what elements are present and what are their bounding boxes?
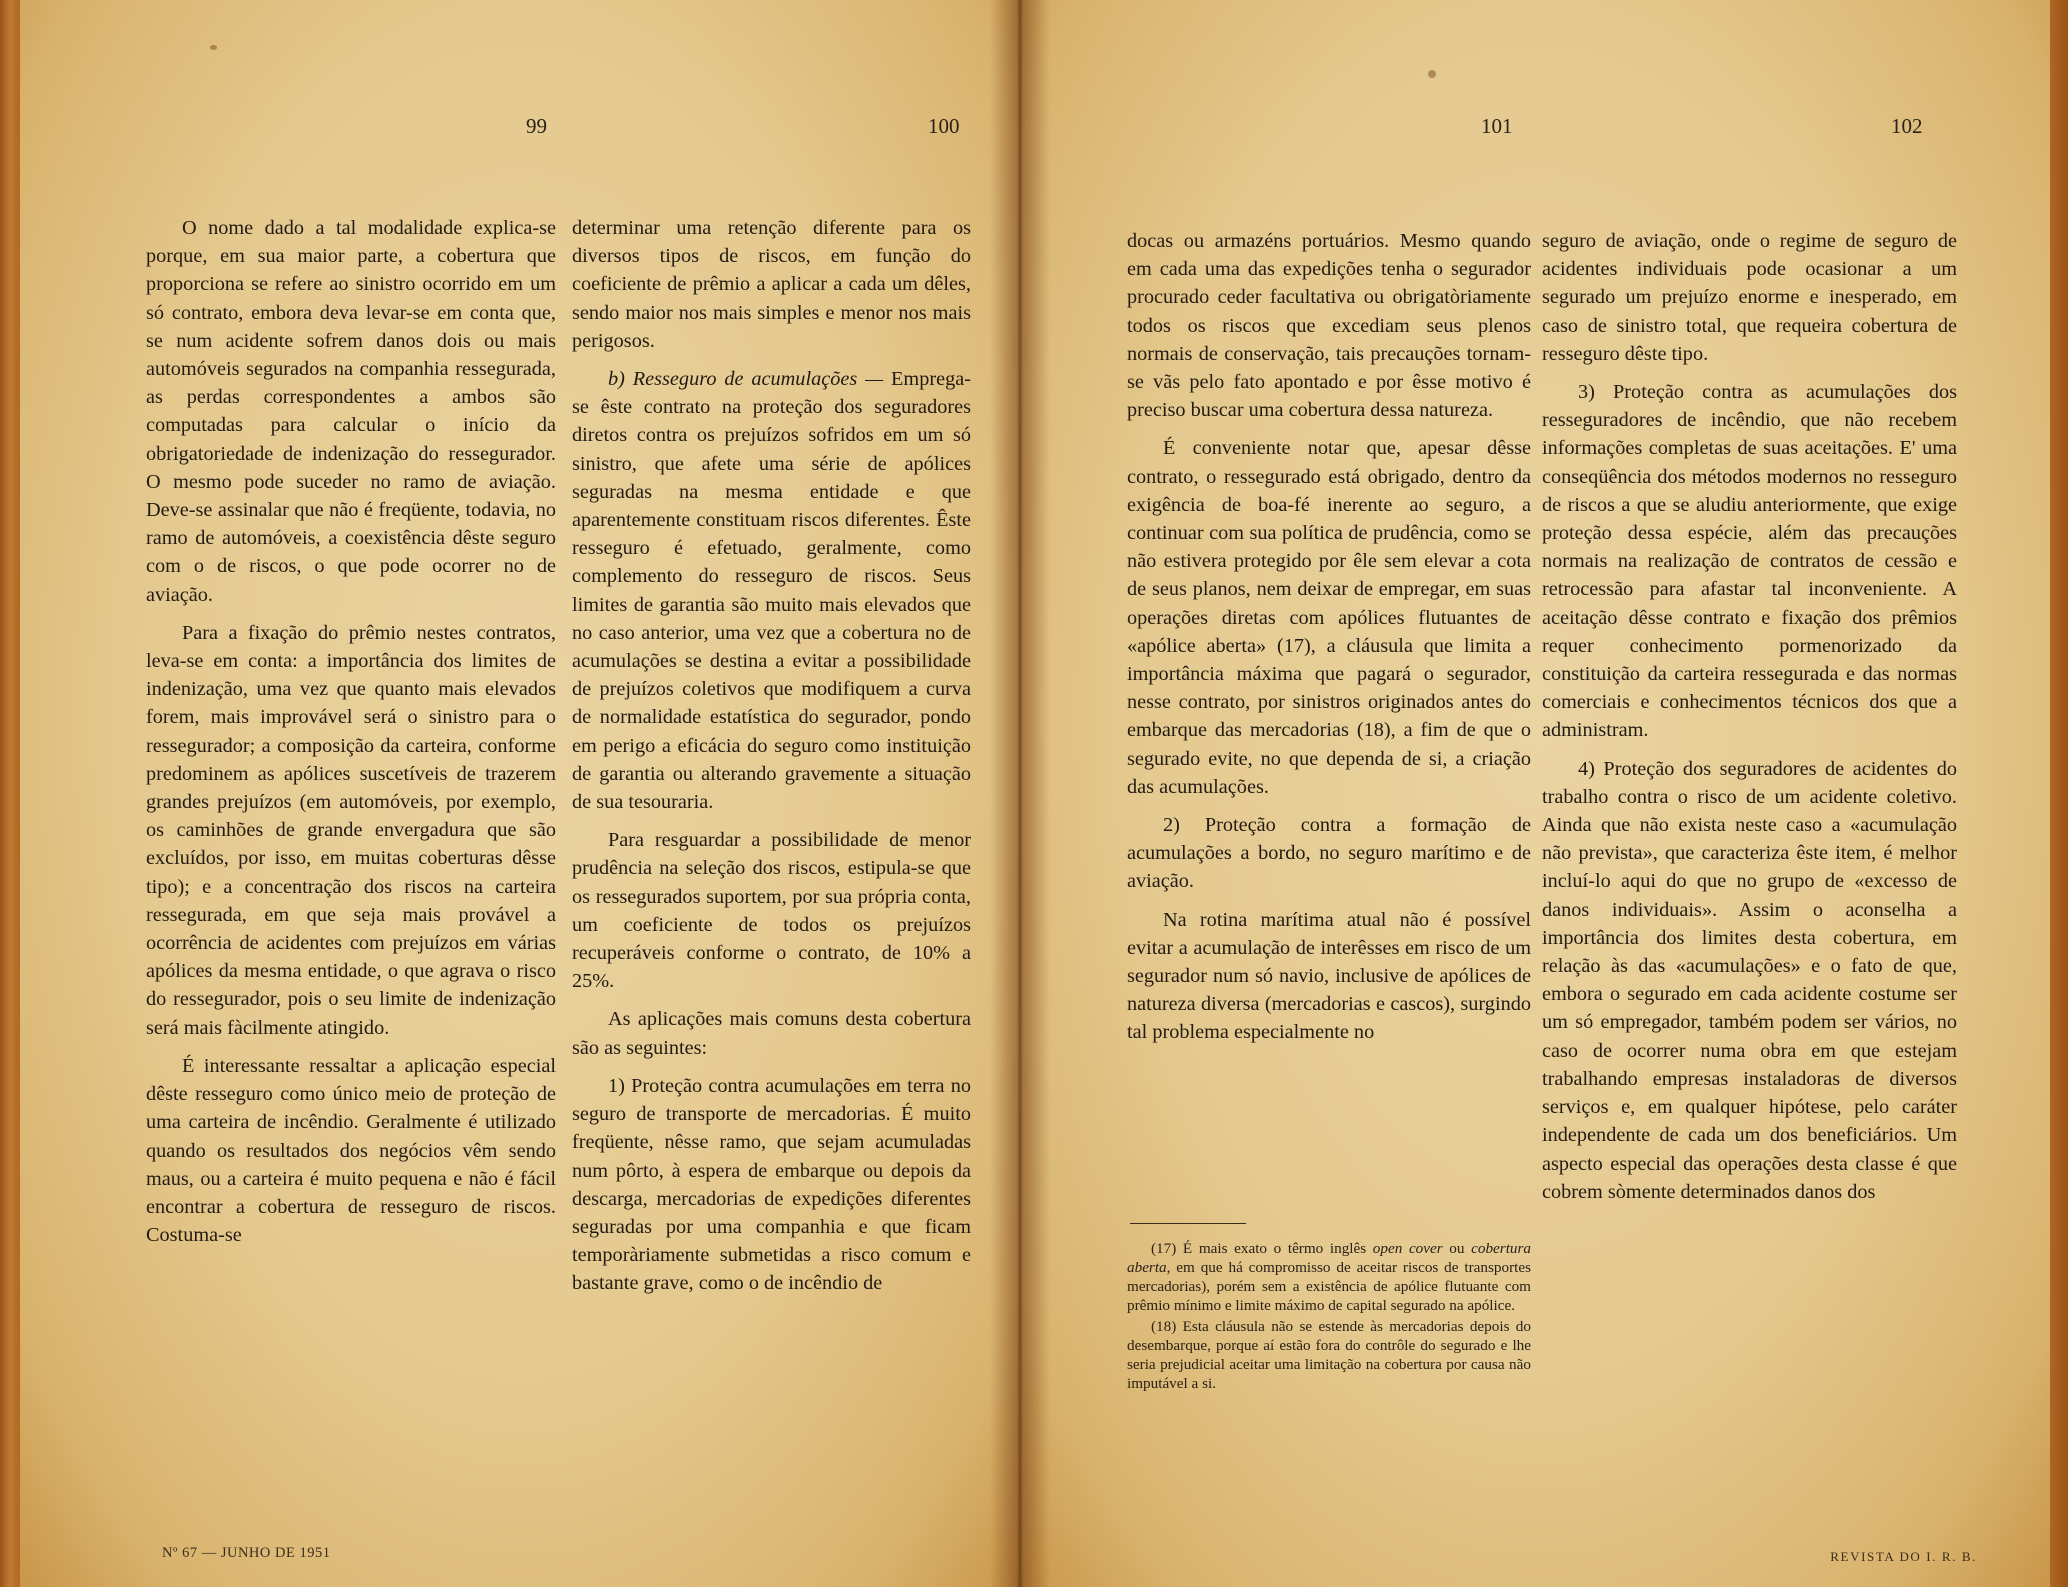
footnote-18: (18) Esta cláusula não se estende às mercadorias depois do desembarque, porque aí estão fora do contrôle do segurado e lhe seria prejudicial aceitar uma limitação na cobertura por causa não imputável a si. [1127,1318,1531,1392]
page-number-102: 102 [1891,114,1923,138]
section-paragraph [572,365,971,816]
paragraph: seguro de aviação, onde o regime de seguro de acidentes individuais pode ocasionar a um segurado um prejuízo enorme e inesperado, em caso de sinistro total, que requeira cobertura de resseguro dêste tipo. [1542,230,1957,365]
page-number-99: 99 [526,114,547,138]
paragraph: O nome dado a tal modalidade explica-se porque, em sua maior parte, a cobertura que proporciona se refere ao sinistro ocorrido em um só contrato, embora deva levar-se em conta que, se num acidente sofrem danos dois ou mais automóveis segurados na companhia ressegurada, as perdas correspondentes a ambos são computadas para calcular o início da obrigatoriedade de indenização do ressegurador. O mesmo pode suceder no ramo de aviação. Deve-se assinalar que não é freqüente, todavia, no ramo de automóveis, a coexistência dêste seguro com o de riscos, o que pode ocorrer no de aviação. [146,217,556,606]
left-page [20,0,1020,1587]
paragraph: As aplicações mais comuns desta cobertura são as seguintes: [572,1008,971,1059]
page-number-100: 100 [928,114,960,138]
page-number-101: 101 [1481,114,1513,138]
paper-stain [210,45,217,50]
right-page [1020,0,2050,1587]
book-gutter [990,0,1050,1587]
paragraph: É interessante ressaltar a aplicação especial dêste resseguro como único meio de proteção de uma carteira de incêndio. Geralmente é utilizado quando os resultados dos negócios vêm sendo maus, ou a carteira é muito pequena e não é fácil encontrar a cobertura de resseguro de riscos. Costuma-se [146,1054,556,1247]
column-page-100 [572,214,971,1308]
paragraph: É conveniente notar que, apesar dêsse contrato, o ressegurado está obrigado, dentro da exigência de boa-fé inerente ao seguro, a continuar com sua política de prudência, como se não estivera protegido por êle sem elevar a cota de seus planos, nem deixar de empregar, em suas operações diretas com apólices flutuantes de «apólice aberta» (17), a cláusula que limita a importância máxima que pagará o segurador, nesse contrato, por sinistros originados antes do embarque das mercadorias (18), a fim de que o segurado evite, no que dependa de si, a criação das acumulações. [1127,437,1531,798]
paragraph: Para resguardar a possibilidade de menor prudência na seleção dos riscos, estipula-se que os ressegurados suportem, por sua própria conta, um coeficiente de todos os prejuízos recuperáveis conforme o contrato, de 10% a 25%. [572,829,971,993]
footnote-divider [1130,1223,1246,1224]
footnote-text: , em que há compromisso de aceitar riscos de transportes mercadorias), porém sem a existência de apólice flutuante com prêmio mínimo e limite máximo de capital segurado na apólice. [1127,1259,1531,1314]
paragraph: determinar uma retenção diferente para os diversos tipos de riscos, em função do coeficiente de prêmio a aplicar a cada um dêles, sendo maior nos mais simples e menor nos mais perigosos. [572,217,971,352]
paragraph: docas ou armazéns portuários. Mesmo quando em cada uma das expedições tenha o segurador procurado ceder facultativa ou obrigatòriamente todos os riscos que excediam seus plenos normais de conservação, tais precauções tornam-se vãs pelo fato apontado e por êsse motivo é preciso buscar uma cobertura dessa natureza. [1127,230,1531,422]
paragraph: Para a fixação do prêmio nestes contratos, leva-se em conta: a importância dos limites de indenização, uma vez que quanto mais elevados forem, mais improvável será o sinistro para o ressegurador; a composição da carteira, conforme predominem as apólices suscetíveis de trazerem grandes prejuízos (em automóveis, por exemplo, os caminhões de grande envergadura que são excluídos, por isso, em muitas coberturas dêsse tipo); e a concentração dos riscos na carteira ressegurada, em que seja mais provável a ocorrência de acidentes com prejuízos em várias apólices da mesma entidade, o que agrava o risco do ressegurador, pois o seu limite de indenização será mais fàcilmente atingido. [146,621,556,1039]
column-page-99 [146,214,556,1259]
paragraph: 1) Proteção contra acumulações em terra no seguro de transporte de mercadorias. É muito freqüente, nêsse ramo, que sejam acumuladas num pôrto, à espera de embarque ou depois da descarga, mercadorias de expedições diferentes seguradas por uma companhia e que ficam temporàriamente submetidas a risco comum e bastante grave, como o de incêndio de [572,1074,971,1295]
paper-stain [1428,70,1436,78]
section-heading: b) Resseguro de acumulações — [608,368,884,391]
paragraph: 3) Proteção contra as acumulações dos resseguradores de incêndio, que não recebem informações completas de suas aceitações. E' uma conseqüência dos métodos modernos no resseguro de riscos a que se aludiu anteriormente, que exige proteção dessa espécie, além das precauções normais na realização de contratos de cessão e retrocessão para afastar tal inconveniente. A aceitação dêsse contrato e fixação dos prêmios requer conhecimento pormenorizado da constituição da carteira ressegurada e das normas comerciais e conhecimentos técnicos dos que a administram. [1542,381,1957,742]
issue-footer: Nº 67 — JUNHO DE 1951 [162,1545,331,1561]
footnote-17 [1127,1239,1531,1315]
footnote-italic: cobertura aberta [1127,1240,1532,1276]
footnote-italic: open cover [1372,1240,1443,1257]
paragraph: 4) Proteção dos seguradores de acidentes do trabalho contra o risco de um acidente coletivo. Ainda que não exista neste caso a «acumulação não prevista», que caracteriza êste item, é melhor incluí-lo aqui do que no grupo de «excesso de danos individuais». Assim o aconselha a importância dos limites desta cobertura, em relação às das «acumulações» e o fato de que, embora o segurado em cada acidente costume ser um só empregador, também podem ser vários, no caso de ocorrer numa obra em que estejam trabalhando empresas instaladoras de diversos serviços e, em qualquer hipótese, pelo caráter independente de cada um dos beneficiários. Um aspecto especial das operações desta classe é que cobrem sòmente determinados danos dos [1542,757,1957,1203]
journal-footer: REVISTA DO I. R. B. [1830,1549,1977,1564]
paragraph-body: Emprega-se êste contrato na proteção dos seguradores diretos contra os prejuízos sofridos em um só sinistro, que afete uma série de apólices seguradas na mesma entidade e que aparentemente constituam riscos diferentes. Êste resseguro é efetuado, geralmente, como complemento do resseguro de riscos. Seus limites de garantia são muito mais elevados que no caso anterior, uma vez que a cobertura no de acumulações se destina a evitar a possibilidade de prejuízos coletivos que modifiquem a curva de normalidade estatística do segurador, pondo em perigo a eficácia do seguro como instituição de garantia ou alterando gravemente a situação de sua tesouraria. [572,368,971,814]
footnote-text: ou [1442,1240,1472,1257]
column-page-101 [1127,227,1531,1057]
paragraph: 2) Proteção contra a formação de acumulações a bordo, no seguro marítimo e de aviação. [1127,814,1531,893]
column-page-102 [1542,227,1957,1216]
footnote-text: (17) É mais exato o têrmo inglês [1151,1240,1373,1257]
paragraph: Na rotina marítima atual não é possível evitar a acumulação de interêsses em risco de um segurador num só navio, inclusive de apólices de natureza diversa (mercadorias e cascos), surgindo tal problema especialmente no [1127,908,1531,1044]
footnotes [1127,1239,1531,1395]
